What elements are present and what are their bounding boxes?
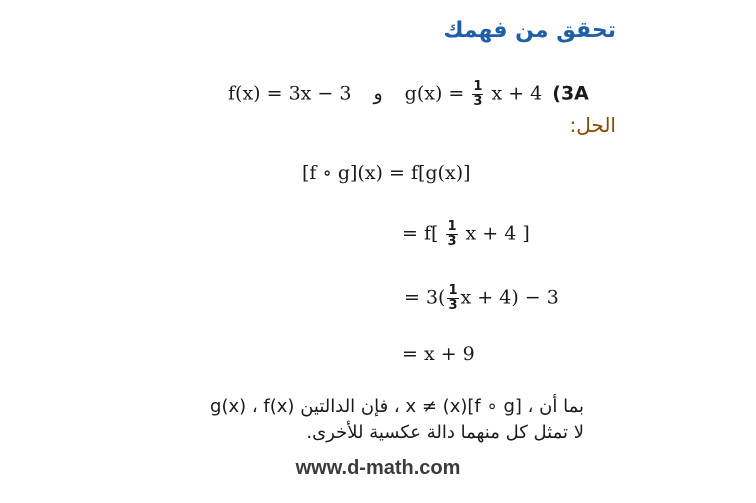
step-2-prefix: = f[ bbox=[402, 222, 439, 245]
step-3 bbox=[404, 284, 559, 312]
step-4: = x + 9 bbox=[402, 343, 475, 365]
f-definition: f(x) = 3x − 3 bbox=[228, 82, 352, 105]
fraction-one-third bbox=[446, 220, 457, 248]
problem-statement bbox=[228, 80, 589, 108]
page-title: تحقق من فهمك bbox=[443, 18, 616, 43]
fraction-one-third bbox=[472, 80, 483, 108]
exercise-label: (3A bbox=[552, 82, 589, 105]
fraction-denominator: 3 bbox=[473, 93, 483, 109]
step-2 bbox=[402, 220, 530, 248]
solution-label: الحل: bbox=[569, 113, 616, 137]
conclusion-line-1: بما أن ، [f ∘ g](x) ≠ x ، فإن الدالتين g(x) ، f(x) bbox=[210, 396, 584, 417]
fraction-numerator: 1 bbox=[447, 219, 457, 234]
step-2-suffix: x + 4 ] bbox=[465, 222, 530, 245]
step-3-prefix: = 3( bbox=[404, 286, 446, 309]
fraction-denominator: 3 bbox=[447, 233, 457, 249]
connector-and: و bbox=[373, 82, 383, 105]
step-3-suffix: x + 4) − 3 bbox=[460, 286, 559, 309]
fraction-denominator: 3 bbox=[448, 297, 458, 313]
g-definition-lhs: g(x) = bbox=[404, 82, 465, 105]
fraction-one-third bbox=[447, 284, 458, 312]
step-1: [f ∘ g](x) = f[g(x)] bbox=[302, 162, 471, 184]
fraction-numerator: 1 bbox=[448, 283, 458, 298]
g-definition-rhs: x + 4 bbox=[491, 82, 543, 105]
conclusion-line-2: لا تمثل كل منهما دالة عكسية للأخرى. bbox=[306, 422, 584, 443]
website-footer: www.d-math.com bbox=[295, 457, 461, 479]
fraction-numerator: 1 bbox=[473, 79, 483, 94]
